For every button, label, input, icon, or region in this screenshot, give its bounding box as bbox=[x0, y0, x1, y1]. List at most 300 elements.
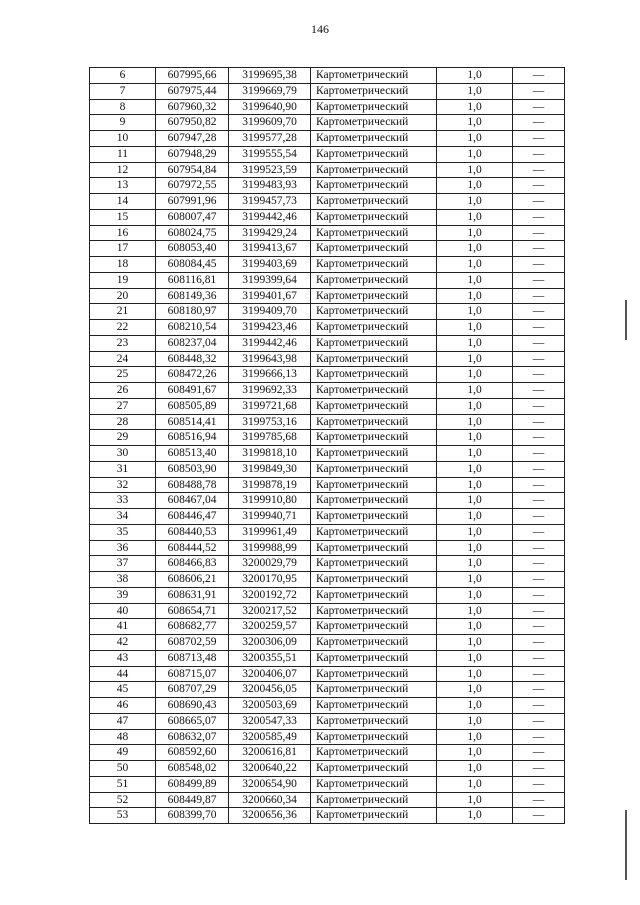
x-coordinate-cell: 607960,32 bbox=[156, 99, 229, 115]
note-cell: — bbox=[513, 698, 565, 714]
point-number-cell: 6 bbox=[90, 68, 156, 84]
x-coordinate-cell: 607954,84 bbox=[156, 162, 229, 178]
point-number-cell: 39 bbox=[90, 587, 156, 603]
note-cell: — bbox=[513, 587, 565, 603]
accuracy-cell: 1,0 bbox=[437, 509, 513, 525]
point-number-cell: 7 bbox=[90, 83, 156, 99]
method-cell: Картометрический bbox=[311, 729, 437, 745]
table-row bbox=[90, 682, 565, 698]
x-coordinate-cell: 608715,07 bbox=[156, 666, 229, 682]
point-number-cell: 32 bbox=[90, 477, 156, 493]
y-coordinate-cell: 3200456,05 bbox=[229, 682, 311, 698]
method-cell: Картометрический bbox=[311, 241, 437, 257]
method-cell: Картометрический bbox=[311, 99, 437, 115]
method-cell: Картометрический bbox=[311, 682, 437, 698]
point-number-cell: 23 bbox=[90, 335, 156, 351]
table-row bbox=[90, 477, 565, 493]
table-row bbox=[90, 603, 565, 619]
point-number-cell: 14 bbox=[90, 194, 156, 210]
note-cell: — bbox=[513, 603, 565, 619]
method-cell: Картометрический bbox=[311, 209, 437, 225]
accuracy-cell: 1,0 bbox=[437, 682, 513, 698]
method-cell: Картометрический bbox=[311, 808, 437, 824]
table-row bbox=[90, 493, 565, 509]
y-coordinate-cell: 3199818,10 bbox=[229, 446, 311, 462]
method-cell: Картометрический bbox=[311, 540, 437, 556]
accuracy-cell: 1,0 bbox=[437, 524, 513, 540]
table-row bbox=[90, 288, 565, 304]
y-coordinate-cell: 3199695,38 bbox=[229, 68, 311, 84]
x-coordinate-cell: 608592,60 bbox=[156, 745, 229, 761]
y-coordinate-cell: 3200660,34 bbox=[229, 792, 311, 808]
table-row bbox=[90, 461, 565, 477]
method-cell: Картометрический bbox=[311, 383, 437, 399]
x-coordinate-cell: 608707,29 bbox=[156, 682, 229, 698]
point-number-cell: 47 bbox=[90, 713, 156, 729]
x-coordinate-cell: 608466,83 bbox=[156, 556, 229, 572]
accuracy-cell: 1,0 bbox=[437, 115, 513, 131]
point-number-cell: 38 bbox=[90, 572, 156, 588]
note-cell: — bbox=[513, 367, 565, 383]
x-coordinate-cell: 608444,52 bbox=[156, 540, 229, 556]
y-coordinate-cell: 3199399,64 bbox=[229, 272, 311, 288]
x-coordinate-cell: 608514,41 bbox=[156, 414, 229, 430]
note-cell: — bbox=[513, 335, 565, 351]
method-cell: Картометрический bbox=[311, 776, 437, 792]
method-cell: Картометрический bbox=[311, 619, 437, 635]
x-coordinate-cell: 608513,40 bbox=[156, 446, 229, 462]
note-cell: — bbox=[513, 477, 565, 493]
point-number-cell: 11 bbox=[90, 146, 156, 162]
method-cell: Картометрический bbox=[311, 398, 437, 414]
accuracy-cell: 1,0 bbox=[437, 666, 513, 682]
point-number-cell: 31 bbox=[90, 461, 156, 477]
method-cell: Картометрический bbox=[311, 83, 437, 99]
y-coordinate-cell: 3199523,59 bbox=[229, 162, 311, 178]
note-cell: — bbox=[513, 194, 565, 210]
note-cell: — bbox=[513, 209, 565, 225]
point-number-cell: 19 bbox=[90, 272, 156, 288]
scan-edge-mark bbox=[625, 810, 627, 880]
accuracy-cell: 1,0 bbox=[437, 414, 513, 430]
accuracy-cell: 1,0 bbox=[437, 619, 513, 635]
y-coordinate-cell: 3200306,09 bbox=[229, 635, 311, 651]
y-coordinate-cell: 3199988,99 bbox=[229, 540, 311, 556]
y-coordinate-cell: 3199849,30 bbox=[229, 461, 311, 477]
table-row bbox=[90, 272, 565, 288]
method-cell: Картометрический bbox=[311, 367, 437, 383]
table-row bbox=[90, 320, 565, 336]
accuracy-cell: 1,0 bbox=[437, 209, 513, 225]
note-cell: — bbox=[513, 430, 565, 446]
y-coordinate-cell: 3199785,68 bbox=[229, 430, 311, 446]
accuracy-cell: 1,0 bbox=[437, 477, 513, 493]
method-cell: Картометрический bbox=[311, 698, 437, 714]
method-cell: Картометрический bbox=[311, 351, 437, 367]
note-cell: — bbox=[513, 162, 565, 178]
note-cell: — bbox=[513, 572, 565, 588]
coordinates-table-body bbox=[90, 68, 565, 824]
point-number-cell: 24 bbox=[90, 351, 156, 367]
note-cell: — bbox=[513, 729, 565, 745]
note-cell: — bbox=[513, 761, 565, 777]
table-row bbox=[90, 367, 565, 383]
y-coordinate-cell: 3200585,49 bbox=[229, 729, 311, 745]
x-coordinate-cell: 608654,71 bbox=[156, 603, 229, 619]
method-cell: Картометрический bbox=[311, 320, 437, 336]
accuracy-cell: 1,0 bbox=[437, 99, 513, 115]
method-cell: Картометрический bbox=[311, 524, 437, 540]
y-coordinate-cell: 3199403,69 bbox=[229, 257, 311, 273]
note-cell: — bbox=[513, 178, 565, 194]
note-cell: — bbox=[513, 146, 565, 162]
accuracy-cell: 1,0 bbox=[437, 650, 513, 666]
y-coordinate-cell: 3199910,80 bbox=[229, 493, 311, 509]
x-coordinate-cell: 608505,89 bbox=[156, 398, 229, 414]
y-coordinate-cell: 3199423,46 bbox=[229, 320, 311, 336]
table-row bbox=[90, 115, 565, 131]
method-cell: Картометрический bbox=[311, 430, 437, 446]
note-cell: — bbox=[513, 509, 565, 525]
point-number-cell: 53 bbox=[90, 808, 156, 824]
method-cell: Картометрический bbox=[311, 304, 437, 320]
accuracy-cell: 1,0 bbox=[437, 351, 513, 367]
x-coordinate-cell: 608084,45 bbox=[156, 257, 229, 273]
accuracy-cell: 1,0 bbox=[437, 729, 513, 745]
x-coordinate-cell: 607948,29 bbox=[156, 146, 229, 162]
note-cell: — bbox=[513, 493, 565, 509]
table-row bbox=[90, 524, 565, 540]
table-row bbox=[90, 619, 565, 635]
point-number-cell: 40 bbox=[90, 603, 156, 619]
point-number-cell: 33 bbox=[90, 493, 156, 509]
accuracy-cell: 1,0 bbox=[437, 745, 513, 761]
accuracy-cell: 1,0 bbox=[437, 698, 513, 714]
accuracy-cell: 1,0 bbox=[437, 461, 513, 477]
point-number-cell: 26 bbox=[90, 383, 156, 399]
y-coordinate-cell: 3199878,19 bbox=[229, 477, 311, 493]
point-number-cell: 15 bbox=[90, 209, 156, 225]
x-coordinate-cell: 608548,02 bbox=[156, 761, 229, 777]
accuracy-cell: 1,0 bbox=[437, 225, 513, 241]
note-cell: — bbox=[513, 792, 565, 808]
y-coordinate-cell: 3199442,46 bbox=[229, 335, 311, 351]
page-number: 146 bbox=[311, 22, 329, 36]
note-cell: — bbox=[513, 540, 565, 556]
note-cell: — bbox=[513, 288, 565, 304]
method-cell: Картометрический bbox=[311, 288, 437, 304]
method-cell: Картометрический bbox=[311, 666, 437, 682]
point-number-cell: 44 bbox=[90, 666, 156, 682]
x-coordinate-cell: 608503,90 bbox=[156, 461, 229, 477]
x-coordinate-cell: 608516,94 bbox=[156, 430, 229, 446]
table-row bbox=[90, 650, 565, 666]
accuracy-cell: 1,0 bbox=[437, 635, 513, 651]
y-coordinate-cell: 3200656,36 bbox=[229, 808, 311, 824]
accuracy-cell: 1,0 bbox=[437, 367, 513, 383]
x-coordinate-cell: 608399,70 bbox=[156, 808, 229, 824]
method-cell: Картометрический bbox=[311, 194, 437, 210]
method-cell: Картометрический bbox=[311, 745, 437, 761]
note-cell: — bbox=[513, 398, 565, 414]
table-row bbox=[90, 808, 565, 824]
point-number-cell: 34 bbox=[90, 509, 156, 525]
note-cell: — bbox=[513, 383, 565, 399]
method-cell: Картометрический bbox=[311, 477, 437, 493]
y-coordinate-cell: 3200503,69 bbox=[229, 698, 311, 714]
y-coordinate-cell: 3199640,90 bbox=[229, 99, 311, 115]
table-row bbox=[90, 635, 565, 651]
table-row bbox=[90, 225, 565, 241]
table-row bbox=[90, 209, 565, 225]
accuracy-cell: 1,0 bbox=[437, 430, 513, 446]
table-row bbox=[90, 304, 565, 320]
y-coordinate-cell: 3199577,28 bbox=[229, 131, 311, 147]
method-cell: Картометрический bbox=[311, 178, 437, 194]
y-coordinate-cell: 3199692,33 bbox=[229, 383, 311, 399]
x-coordinate-cell: 608467,04 bbox=[156, 493, 229, 509]
table-row bbox=[90, 383, 565, 399]
note-cell: — bbox=[513, 666, 565, 682]
point-number-cell: 48 bbox=[90, 729, 156, 745]
table-row bbox=[90, 414, 565, 430]
x-coordinate-cell: 607950,82 bbox=[156, 115, 229, 131]
x-coordinate-cell: 608237,04 bbox=[156, 335, 229, 351]
note-cell: — bbox=[513, 682, 565, 698]
x-coordinate-cell: 608448,32 bbox=[156, 351, 229, 367]
note-cell: — bbox=[513, 131, 565, 147]
table-row bbox=[90, 792, 565, 808]
note-cell: — bbox=[513, 68, 565, 84]
table-row bbox=[90, 729, 565, 745]
method-cell: Картометрический bbox=[311, 446, 437, 462]
note-cell: — bbox=[513, 808, 565, 824]
method-cell: Картометрический bbox=[311, 650, 437, 666]
point-number-cell: 37 bbox=[90, 556, 156, 572]
accuracy-cell: 1,0 bbox=[437, 68, 513, 84]
y-coordinate-cell: 3200217,52 bbox=[229, 603, 311, 619]
accuracy-cell: 1,0 bbox=[437, 761, 513, 777]
y-coordinate-cell: 3200616,81 bbox=[229, 745, 311, 761]
point-number-cell: 28 bbox=[90, 414, 156, 430]
y-coordinate-cell: 3199721,68 bbox=[229, 398, 311, 414]
table-row bbox=[90, 587, 565, 603]
table-row bbox=[90, 761, 565, 777]
accuracy-cell: 1,0 bbox=[437, 304, 513, 320]
accuracy-cell: 1,0 bbox=[437, 713, 513, 729]
x-coordinate-cell: 608007,47 bbox=[156, 209, 229, 225]
note-cell: — bbox=[513, 713, 565, 729]
y-coordinate-cell: 3200406,07 bbox=[229, 666, 311, 682]
point-number-cell: 16 bbox=[90, 225, 156, 241]
x-coordinate-cell: 608210,54 bbox=[156, 320, 229, 336]
point-number-cell: 49 bbox=[90, 745, 156, 761]
note-cell: — bbox=[513, 635, 565, 651]
y-coordinate-cell: 3200640,22 bbox=[229, 761, 311, 777]
note-cell: — bbox=[513, 414, 565, 430]
point-number-cell: 25 bbox=[90, 367, 156, 383]
point-number-cell: 30 bbox=[90, 446, 156, 462]
table-row bbox=[90, 83, 565, 99]
method-cell: Картометрический bbox=[311, 461, 437, 477]
accuracy-cell: 1,0 bbox=[437, 603, 513, 619]
method-cell: Картометрический bbox=[311, 603, 437, 619]
y-coordinate-cell: 3199666,13 bbox=[229, 367, 311, 383]
table-row bbox=[90, 509, 565, 525]
scan-edge-mark bbox=[625, 300, 627, 340]
accuracy-cell: 1,0 bbox=[437, 320, 513, 336]
y-coordinate-cell: 3200654,90 bbox=[229, 776, 311, 792]
x-coordinate-cell: 608488,78 bbox=[156, 477, 229, 493]
point-number-cell: 8 bbox=[90, 99, 156, 115]
table-row bbox=[90, 351, 565, 367]
method-cell: Картометрический bbox=[311, 792, 437, 808]
method-cell: Картометрический bbox=[311, 146, 437, 162]
point-number-cell: 36 bbox=[90, 540, 156, 556]
note-cell: — bbox=[513, 524, 565, 540]
x-coordinate-cell: 608446,47 bbox=[156, 509, 229, 525]
method-cell: Картометрический bbox=[311, 509, 437, 525]
point-number-cell: 42 bbox=[90, 635, 156, 651]
y-coordinate-cell: 3199643,98 bbox=[229, 351, 311, 367]
note-cell: — bbox=[513, 257, 565, 273]
point-number-cell: 12 bbox=[90, 162, 156, 178]
y-coordinate-cell: 3199961,49 bbox=[229, 524, 311, 540]
point-number-cell: 45 bbox=[90, 682, 156, 698]
method-cell: Картометрический bbox=[311, 493, 437, 509]
accuracy-cell: 1,0 bbox=[437, 540, 513, 556]
table-row bbox=[90, 776, 565, 792]
table-row bbox=[90, 398, 565, 414]
method-cell: Картометрический bbox=[311, 115, 437, 131]
accuracy-cell: 1,0 bbox=[437, 446, 513, 462]
y-coordinate-cell: 3200192,72 bbox=[229, 587, 311, 603]
x-coordinate-cell: 607972,55 bbox=[156, 178, 229, 194]
y-coordinate-cell: 3199753,16 bbox=[229, 414, 311, 430]
x-coordinate-cell: 607995,66 bbox=[156, 68, 229, 84]
method-cell: Картометрический bbox=[311, 572, 437, 588]
note-cell: — bbox=[513, 619, 565, 635]
y-coordinate-cell: 3200355,51 bbox=[229, 650, 311, 666]
x-coordinate-cell: 608713,48 bbox=[156, 650, 229, 666]
table-row bbox=[90, 446, 565, 462]
method-cell: Картометрический bbox=[311, 414, 437, 430]
x-coordinate-cell: 608180,97 bbox=[156, 304, 229, 320]
note-cell: — bbox=[513, 745, 565, 761]
accuracy-cell: 1,0 bbox=[437, 162, 513, 178]
accuracy-cell: 1,0 bbox=[437, 288, 513, 304]
y-coordinate-cell: 3199609,70 bbox=[229, 115, 311, 131]
x-coordinate-cell: 608491,67 bbox=[156, 383, 229, 399]
accuracy-cell: 1,0 bbox=[437, 257, 513, 273]
table-row bbox=[90, 131, 565, 147]
accuracy-cell: 1,0 bbox=[437, 178, 513, 194]
x-coordinate-cell: 608606,21 bbox=[156, 572, 229, 588]
note-cell: — bbox=[513, 272, 565, 288]
table-row bbox=[90, 745, 565, 761]
note-cell: — bbox=[513, 320, 565, 336]
note-cell: — bbox=[513, 650, 565, 666]
y-coordinate-cell: 3199555,54 bbox=[229, 146, 311, 162]
point-number-cell: 17 bbox=[90, 241, 156, 257]
y-coordinate-cell: 3199483,93 bbox=[229, 178, 311, 194]
point-number-cell: 50 bbox=[90, 761, 156, 777]
method-cell: Картометрический bbox=[311, 257, 437, 273]
table-row bbox=[90, 666, 565, 682]
point-number-cell: 10 bbox=[90, 131, 156, 147]
accuracy-cell: 1,0 bbox=[437, 572, 513, 588]
accuracy-cell: 1,0 bbox=[437, 241, 513, 257]
point-number-cell: 29 bbox=[90, 430, 156, 446]
y-coordinate-cell: 3200547,33 bbox=[229, 713, 311, 729]
table-row bbox=[90, 572, 565, 588]
point-number-cell: 51 bbox=[90, 776, 156, 792]
method-cell: Картометрический bbox=[311, 635, 437, 651]
x-coordinate-cell: 607947,28 bbox=[156, 131, 229, 147]
note-cell: — bbox=[513, 461, 565, 477]
x-coordinate-cell: 608682,77 bbox=[156, 619, 229, 635]
method-cell: Картометрический bbox=[311, 162, 437, 178]
note-cell: — bbox=[513, 351, 565, 367]
note-cell: — bbox=[513, 241, 565, 257]
accuracy-cell: 1,0 bbox=[437, 383, 513, 399]
method-cell: Картометрический bbox=[311, 68, 437, 84]
accuracy-cell: 1,0 bbox=[437, 493, 513, 509]
accuracy-cell: 1,0 bbox=[437, 194, 513, 210]
table-row bbox=[90, 194, 565, 210]
table-row bbox=[90, 99, 565, 115]
accuracy-cell: 1,0 bbox=[437, 792, 513, 808]
y-coordinate-cell: 3200029,79 bbox=[229, 556, 311, 572]
y-coordinate-cell: 3199442,46 bbox=[229, 209, 311, 225]
y-coordinate-cell: 3199669,79 bbox=[229, 83, 311, 99]
accuracy-cell: 1,0 bbox=[437, 272, 513, 288]
x-coordinate-cell: 608665,07 bbox=[156, 713, 229, 729]
accuracy-cell: 1,0 bbox=[437, 398, 513, 414]
method-cell: Картометрический bbox=[311, 225, 437, 241]
x-coordinate-cell: 608702,59 bbox=[156, 635, 229, 651]
accuracy-cell: 1,0 bbox=[437, 556, 513, 572]
y-coordinate-cell: 3199409,70 bbox=[229, 304, 311, 320]
table-row bbox=[90, 556, 565, 572]
point-number-cell: 52 bbox=[90, 792, 156, 808]
accuracy-cell: 1,0 bbox=[437, 131, 513, 147]
point-number-cell: 35 bbox=[90, 524, 156, 540]
table-row bbox=[90, 68, 565, 84]
table-row bbox=[90, 257, 565, 273]
note-cell: — bbox=[513, 225, 565, 241]
x-coordinate-cell: 608472,26 bbox=[156, 367, 229, 383]
x-coordinate-cell: 608499,89 bbox=[156, 776, 229, 792]
method-cell: Картометрический bbox=[311, 272, 437, 288]
y-coordinate-cell: 3199413,67 bbox=[229, 241, 311, 257]
note-cell: — bbox=[513, 776, 565, 792]
method-cell: Картометрический bbox=[311, 335, 437, 351]
y-coordinate-cell: 3199940,71 bbox=[229, 509, 311, 525]
x-coordinate-cell: 608116,81 bbox=[156, 272, 229, 288]
x-coordinate-cell: 607975,44 bbox=[156, 83, 229, 99]
note-cell: — bbox=[513, 304, 565, 320]
note-cell: — bbox=[513, 99, 565, 115]
point-number-cell: 41 bbox=[90, 619, 156, 635]
method-cell: Картометрический bbox=[311, 713, 437, 729]
table-row bbox=[90, 430, 565, 446]
note-cell: — bbox=[513, 115, 565, 131]
table-row bbox=[90, 162, 565, 178]
table-row bbox=[90, 178, 565, 194]
note-cell: — bbox=[513, 83, 565, 99]
y-coordinate-cell: 3199457,73 bbox=[229, 194, 311, 210]
